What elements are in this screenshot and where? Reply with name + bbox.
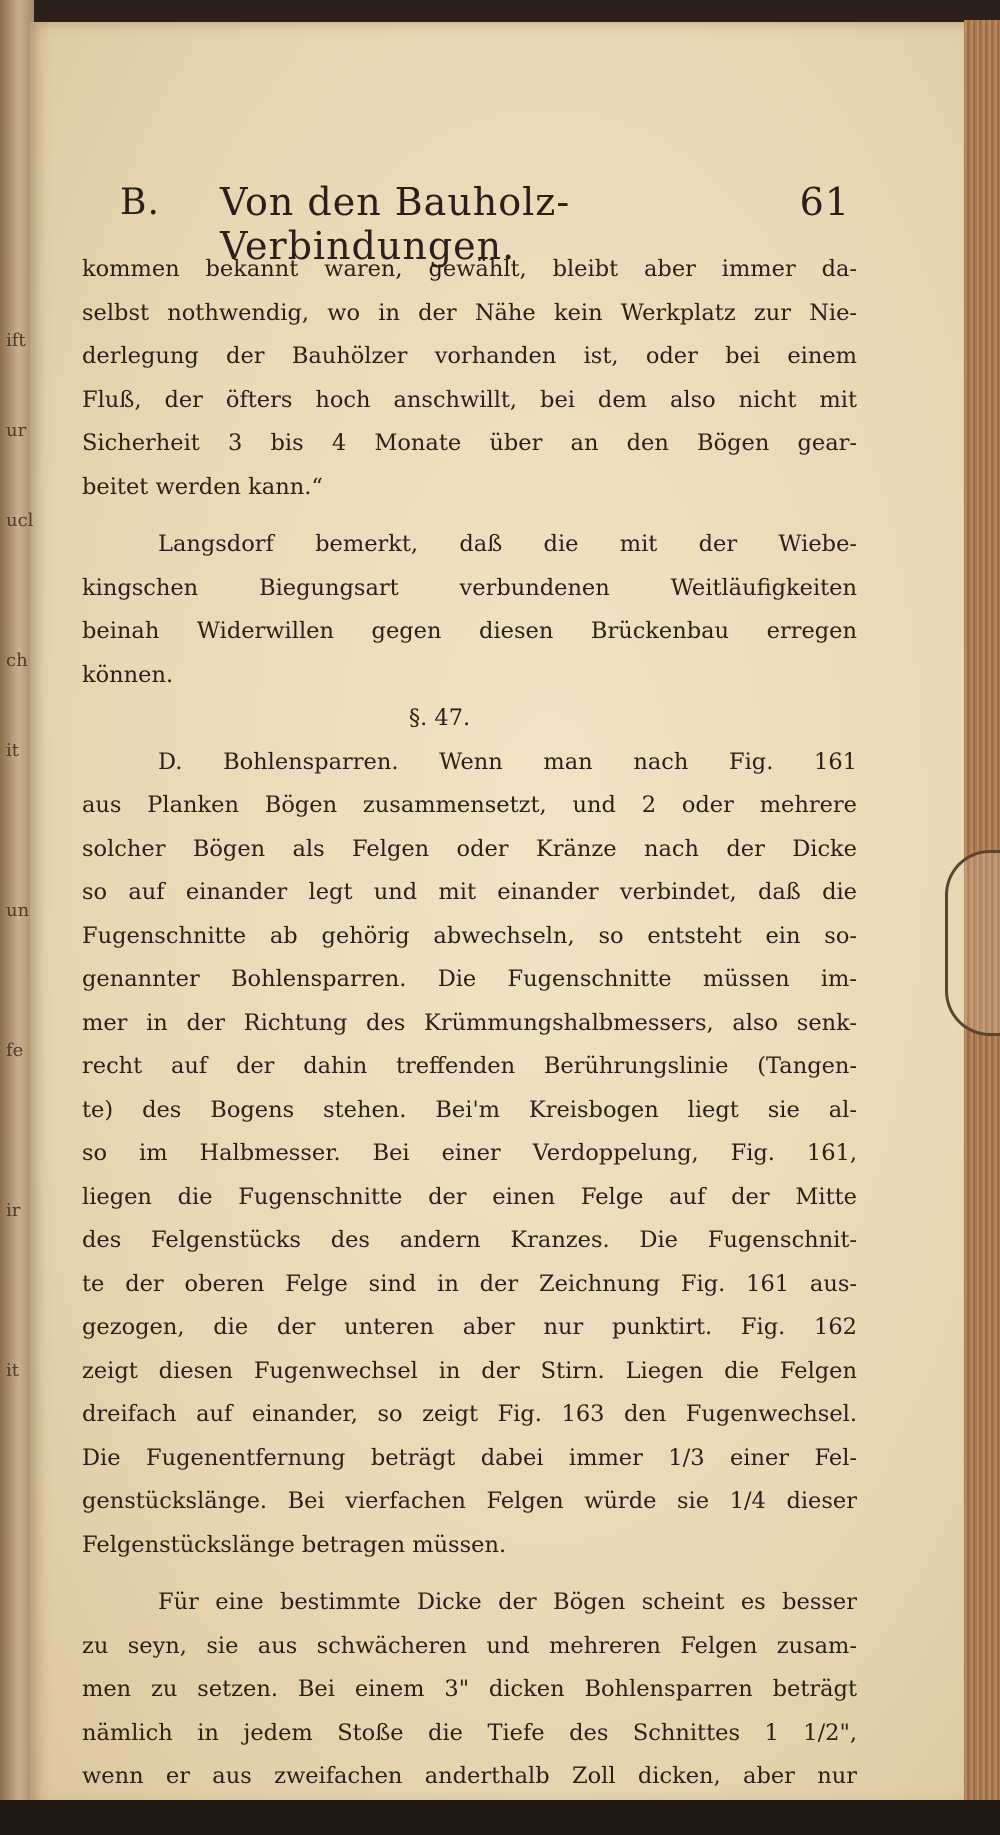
text-line: gezogen, die der unteren aber nur punktirt. Fig. 162 (82, 1314, 857, 1340)
text-line: des Felgenstücks des andern Kranzes. Die Fugenschnit- (82, 1227, 857, 1253)
text-line: men zu setzen. Bei einem 3" dicken Bohlensparren beträgt (82, 1676, 857, 1702)
section-letter: B. (120, 182, 160, 223)
text-line: Sicherheit 3 bis 4 Monate über an den Bögen gear- (82, 430, 857, 456)
text-line: recht auf der dahin treffenden Berührungslinie (Tangen- (82, 1053, 857, 1079)
text-line: genannter Bohlensparren. Die Fugenschnitte müssen im- (82, 966, 857, 992)
text-line: Fluß, der öfters hoch anschwillt, bei dem also nicht mit (82, 386, 857, 413)
margin-fragment: ir (6, 1200, 21, 1221)
text-line: Für eine bestimmte Dicke der Bögen scheint es besser (158, 1589, 857, 1615)
text-line: Felgenstückslänge betragen müssen. (82, 1531, 507, 1558)
text-line: Die Fugenentfernung beträgt dabei immer 1/3 einer Fel- (82, 1444, 857, 1471)
text-line: liegen die Fugenschnitte der einen Felge auf der Mitte (82, 1183, 857, 1210)
paragraph-3 (82, 741, 857, 1568)
text-line: solcher Bögen als Felgen oder Kränze nach der Dicke (82, 835, 857, 862)
margin-fragment: ur (6, 420, 27, 441)
text-line: kingschen Biegungsart verbundenen Weitläufigkeiten (82, 574, 857, 601)
text-line: te) des Bogens stehen. Bei'm Kreisbogen liegt sie al- (82, 1096, 857, 1123)
margin-fragment: ift (6, 330, 26, 351)
text-line: Fugenschnitte ab gehörig abwechseln, so entsteht ein so- (82, 922, 857, 949)
paragraph-4 (82, 1581, 857, 1799)
page-body (82, 248, 857, 1799)
paragraph-1 (82, 248, 857, 509)
text-line: so im Halbmesser. Bei einer Verdoppelung, Fig. 161, (82, 1140, 857, 1166)
text-line: Langsdorf bemerkt, daß die mit der Wiebe- (158, 531, 857, 557)
margin-fragment: ch (6, 650, 28, 671)
margin-fragment: un (6, 900, 30, 921)
text-line: können. (82, 661, 174, 688)
text-line: dreifach auf einander, so zeigt Fig. 163 den Fugenwechsel. (82, 1401, 857, 1427)
text-line: selbst nothwendig, wo in der Nähe kein Werkplatz zur Nie- (82, 299, 857, 326)
text-line: te der oberen Felge sind in der Zeichnung Fig. 161 aus- (82, 1270, 857, 1297)
margin-fragment: fe (6, 1040, 24, 1061)
text-line: D. Bohlensparren. Wenn man nach Fig. 161 (158, 748, 857, 775)
margin-fragment: ucl (6, 510, 34, 531)
text-line: kommen bekannt waren, gewählt, bleibt aber immer da- (82, 256, 857, 282)
text-line: so auf einander legt und mit einander verbindet, daß die (82, 879, 857, 905)
bookmark-ring (945, 850, 1000, 1036)
text-line: derlegung der Bauhölzer vorhanden ist, oder bei einem (82, 343, 857, 369)
text-line: beinah Widerwillen gegen diesen Brückenbau erregen (82, 618, 857, 644)
header-title: Von den Bauholz-Verbindungen. (220, 180, 571, 268)
margin-fragment: it (6, 740, 19, 761)
text-line: zu seyn, sie aus schwächeren und mehreren Felgen zusam- (82, 1632, 857, 1659)
text-line: mer in der Richtung des Krümmungshalbmessers, also senk- (82, 1009, 857, 1036)
text-line: aus Planken Bögen zusammensetzt, und 2 oder mehrere (82, 792, 857, 818)
margin-fragment: it (6, 1360, 19, 1381)
text-line: beitet werden kann.“ (82, 473, 323, 500)
text-line: nämlich in jedem Stoße die Tiefe des Schnittes 1 1/2", (82, 1719, 857, 1746)
paragraph-2 (82, 523, 857, 697)
text-line: genstückslänge. Bei vierfachen Felgen würde sie 1/4 dieser (82, 1488, 857, 1514)
scan-border-bottom (0, 1800, 1000, 1835)
page-number: 61 (799, 180, 850, 224)
running-header (120, 172, 850, 268)
book-page (30, 22, 972, 1807)
section-heading: §. 47. (408, 705, 471, 731)
text-line: wenn er aus zweifachen anderthalb Zoll dicken, aber nur (82, 1763, 857, 1789)
text-line: zeigt diesen Fugenwechsel in der Stirn. Liegen die Felgen (82, 1357, 857, 1384)
